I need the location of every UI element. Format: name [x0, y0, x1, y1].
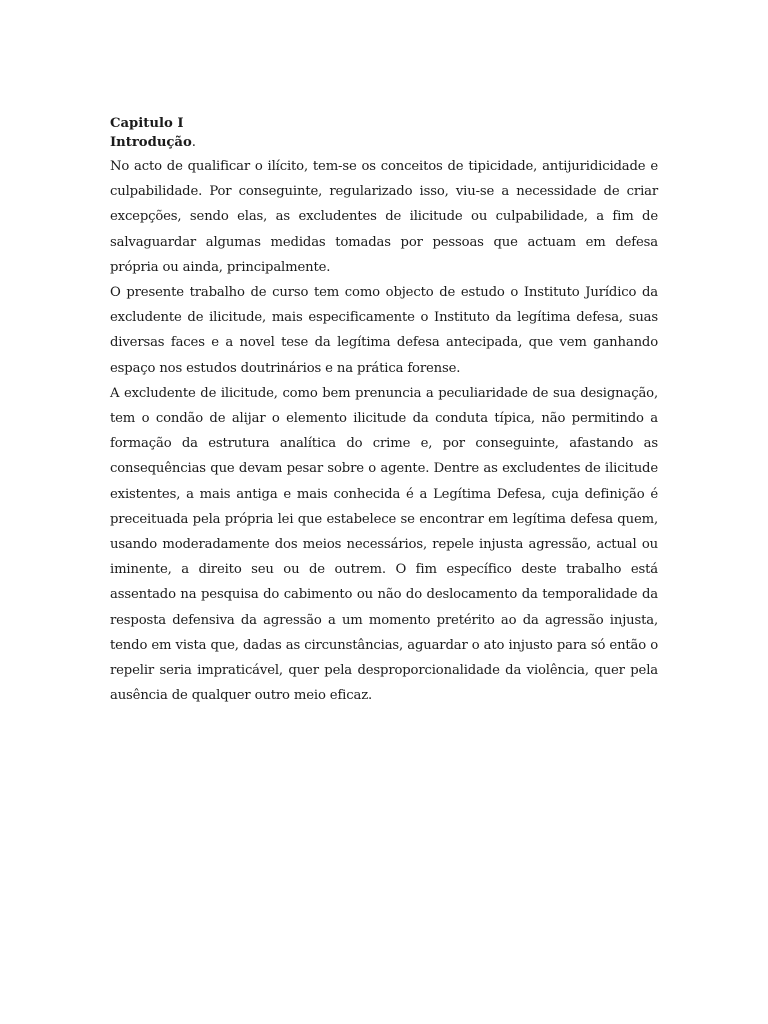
section-title-suffix: .	[191, 135, 196, 150]
paragraph-2: O presente trabalho de curso tem como objecto de estudo o Instituto Jurídico da excludente de ilicitude, mais especificamente o Instituto da legítima defesa, suas diversas faces e a novel tese da legítima defesa antecipada, que vem ganhando espaço nos estudos doutrinários e na prática forense.	[110, 285, 658, 376]
paragraph-1: No acto de qualificar o ilícito, tem-se os conceitos de tipicidade, antijuridicidade e culpabilidade. Por conseguinte, regularizado isso, viu-se a necessidade de criar excepções, sendo elas, as excludentes de ilicitude ou culpabilidade, a fim de salvaguardar algumas medidas tomadas por pessoas que actuam em defesa própria ou ainda, principalmente.	[110, 159, 658, 275]
document-body	[110, 114, 658, 708]
chapter-title: Capitulo I	[110, 116, 184, 131]
paragraph-3: A excludente de ilicitude, como bem prenuncia a peculiaridade de sua designação, tem o condão de alijar o elemento ilicitude da conduta típica, não permitindo a formação da estrutura analítica do crime e, por conseguinte, afastando as consequências que devam pesar sobre o agente. Dentre as excludentes de ilicitude existentes, a mais antiga e mais conhecida é a Legítima Defesa, cuja definição é preceituada pela própria lei que estabelece se encontrar em legítima defesa quem, usando moderadamente dos meios necessários, repele injusta agressão, actual ou iminente, a direito seu ou de outrem. O fim específico deste trabalho está assentado na pesquisa do cabimento ou não do deslocamento da temporalidade da resposta defensiva da agressão a um momento pretérito ao da agressão injusta, tendo em vista que, dadas as circunstâncias, aguardar o ato injusto para só então o repelir seria impraticável, quer pela desproporcionalidade da violência, quer pela ausência de qualquer outro meio eficaz.	[110, 385, 658, 704]
section-title-text: Introdução	[110, 135, 192, 150]
section-title	[110, 133, 658, 152]
